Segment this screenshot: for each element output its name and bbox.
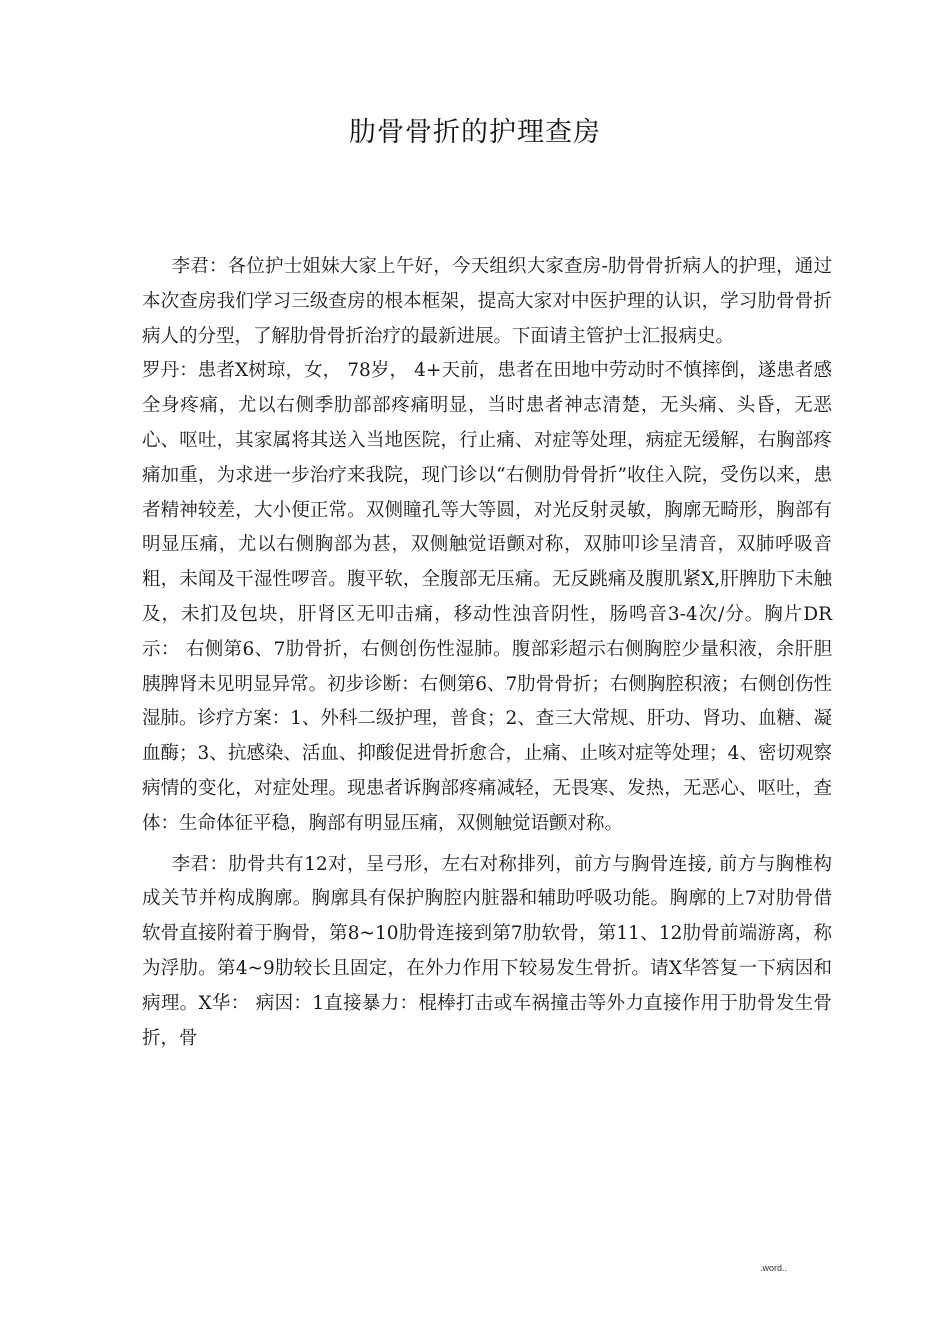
paragraph-case-history: 罗丹：患者X树琼，女， 78岁， 4+天前，患者在田地中劳动时不慎摔倒，遂患者感全身疼痛，尤以右侧季肋部部疼痛明显，当时患者神志清楚，无头痛、头昏，无恶心、呕吐，其家属将其送入当地医院，行止痛、对症等处理，病症无缓解，右胸部疼痛加重，为求进一步治疗来我院，现门诊以“右侧肋骨骨折”收住入院，受伤以来，患者精神较差，大小便正常。双侧瞳孔等大等圆，对光反射灵敏，胸廓无畸形，胸部有明显压痛，尤以右侧胸部为甚，双侧触觉语颤对称，双肺叩诊呈清音，双肺呼吸音粗，未闻及干湿性啰音。腹平软，全腹部无压痛。无反跳痛及腹肌紧X,肝脾肋下未触及，未扪及包块，肝肾区无叩击痛，移动性浊音阴性，肠鸣音3-4次/分。胸片DR示： 右侧第6、7肋骨折，右侧创伤性湿肺。腹部彩超示右侧胸腔少量积液，余肝胆胰脾肾未见明显异常。初步诊断：右侧第6、7肋骨骨折；右侧胸腔积液；右侧创伤性湿肺。诊疗方案：1、外科二级护理，普食；2、查三大常规、肝功、肾功、血糖、凝血酶；3、抗感染、活血、抑酸促进骨折愈合，止痛、止咳对症等处理；4、密切观察病情的变化，对症处理。现患者诉胸部疼痛减轻，无畏寒、发热，无恶心、呕吐，查体：生命体征平稳，胸部有明显压痛，双侧触觉语颤对称。 — [142, 360, 832, 834]
paragraph-opening: 李君：各位护士姐妹大家上午好，今天组织大家查房-肋骨骨折病人的护理，通过本次查房我们学习三级查房的根本框架，提高大家对中医护理的认识，学习肋骨骨折病人的分型，了解肋骨骨折治疗的最新进展。下面请主管护士汇报病史。 — [142, 256, 832, 347]
paragraph-anatomy: 李君：肋骨共有12对，呈弓形，左右对称排列，前方与胸骨连接, 前方与胸椎构成关节并构成胸廓。胸廓具有保护胸腔内脏器和辅助呼吸功能。胸廓的上7对肋骨借软骨直接附着于胸骨，第8~10肋骨连接到第7肋软骨，第11、12肋骨前端游离，称为浮肋。第4~9肋较长且固定，在外力作用下较易发生骨折。请X华答复一下病因和病理。X华： 病因：1直接暴力：棍棒打击或车祸撞击等外力直接作用于肋骨发生骨折，骨 — [142, 853, 832, 1049]
page-footer: .word.. — [760, 1263, 788, 1273]
document-body — [142, 250, 832, 1056]
document-title: 肋骨骨折的护理查房 — [349, 117, 601, 148]
